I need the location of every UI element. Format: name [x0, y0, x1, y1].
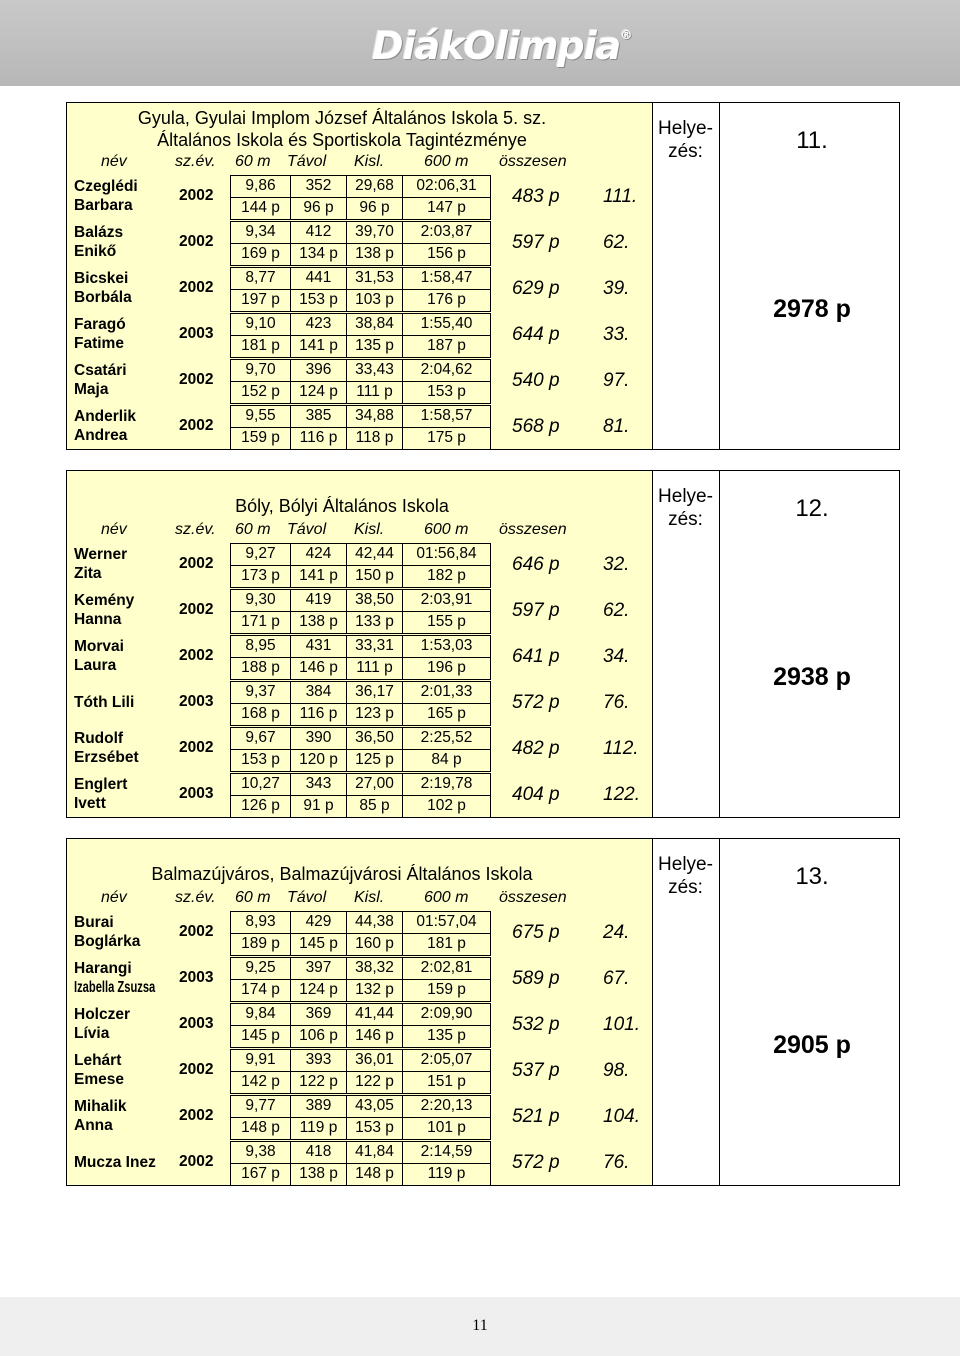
athlete-name: Csatári Maja [74, 362, 127, 398]
result-cell: 2:03,87 [402, 221, 491, 244]
page-number: 11 [472, 1317, 488, 1334]
athlete-name: Kemény Hanna [74, 592, 135, 628]
result-cell: 397 [290, 957, 347, 980]
points-cell: 101 p [402, 1117, 491, 1140]
points-cell: 153 p [346, 1117, 403, 1140]
athlete-total: 646 p [512, 554, 560, 575]
column-header-osszesen: összesen [499, 153, 567, 170]
points-cell: 197 p [230, 289, 291, 312]
points-cell: 169 p [230, 243, 291, 266]
result-cell: 38,50 [346, 589, 403, 612]
points-cell: 168 p [230, 703, 291, 726]
points-cell: 147 p [402, 197, 491, 220]
points-cell: 102 p [402, 795, 491, 818]
athlete-placement: 122. [603, 784, 640, 805]
points-cell: 153 p [290, 289, 347, 312]
school-name-line2: Általános Iskola és Sportiskola Tagintézménye [157, 130, 527, 150]
points-cell: 84 p [402, 749, 491, 772]
page-footer [0, 1297, 960, 1356]
result-cell: 9,67 [230, 727, 291, 750]
athlete-placement: 76. [603, 692, 630, 713]
points-cell: 182 p [402, 565, 491, 588]
athlete-name: Czeglédi Barbara [74, 178, 138, 214]
result-cell: 42,44 [346, 543, 403, 566]
divider [719, 839, 720, 1185]
points-cell: 138 p [346, 243, 403, 266]
column-header-kisl: Kisl. [354, 521, 385, 538]
birth-year: 2003 [179, 1015, 214, 1032]
points-cell: 116 p [290, 427, 347, 450]
athlete-total: 483 p [512, 186, 560, 207]
result-cell: 34,88 [346, 405, 403, 428]
athlete-name: Werner Zita [74, 546, 128, 582]
result-cell: 2:03,91 [402, 589, 491, 612]
athlete-total: 482 p [512, 738, 560, 759]
birth-year: 2002 [179, 647, 214, 664]
result-cell: 44,38 [346, 911, 403, 934]
birth-year: 2002 [179, 371, 214, 388]
athlete-total: 597 p [512, 600, 560, 621]
points-cell: 135 p [346, 335, 403, 358]
points-cell: 133 p [346, 611, 403, 634]
result-cell: 2:19,78 [402, 773, 491, 796]
birth-year: 2003 [179, 969, 214, 986]
column-header-name: név [101, 153, 127, 170]
birth-year: 2002 [179, 279, 214, 296]
athlete-total: 572 p [512, 1152, 560, 1173]
athlete-name: Faragó Fatime [74, 316, 126, 352]
result-cell: 9,86 [230, 175, 291, 198]
athlete-total: 572 p [512, 692, 560, 713]
points-cell: 135 p [402, 1025, 491, 1048]
result-cell: 29,68 [346, 175, 403, 198]
result-cell: 9,25 [230, 957, 291, 980]
result-cell: 429 [290, 911, 347, 934]
result-cell: 352 [290, 175, 347, 198]
athlete-total: 644 p [512, 324, 560, 345]
points-cell: 118 p [346, 427, 403, 450]
school-name: Bóly, Bólyi Általános Iskola [235, 496, 449, 516]
athlete-placement: 112. [603, 738, 639, 759]
points-cell: 103 p [346, 289, 403, 312]
result-cell: 27,00 [346, 773, 403, 796]
points-cell: 175 p [402, 427, 491, 450]
athlete-placement: 24. [603, 922, 630, 943]
birth-year: 2002 [179, 601, 214, 618]
athlete-placement: 104. [603, 1106, 640, 1127]
result-cell: 1:55,40 [402, 313, 491, 336]
result-cell: 8,93 [230, 911, 291, 934]
team-rank: 13. [795, 863, 829, 890]
points-cell: 122 p [346, 1071, 403, 1094]
birth-year: 2002 [179, 1061, 214, 1078]
result-cell: 9,10 [230, 313, 291, 336]
result-cell: 9,34 [230, 221, 291, 244]
column-header-year: sz.év. [175, 889, 216, 906]
athlete-total: 404 p [512, 784, 560, 805]
result-cell: 2:14,59 [402, 1141, 491, 1164]
result-cell: 9,38 [230, 1141, 291, 1164]
birth-year: 2003 [179, 785, 214, 802]
result-cell: 41,44 [346, 1003, 403, 1026]
birth-year: 2002 [179, 1107, 214, 1124]
column-header-tavol: Távol [287, 889, 327, 906]
result-cell: 2:04,62 [402, 359, 491, 382]
points-cell: 155 p [402, 611, 491, 634]
athlete-total: 589 p [512, 968, 560, 989]
result-cell: 38,84 [346, 313, 403, 336]
points-cell: 91 p [290, 795, 347, 818]
points-cell: 96 p [290, 197, 347, 220]
points-cell: 119 p [402, 1163, 491, 1186]
athlete-placement: 62. [603, 600, 630, 621]
column-header-kisl: Kisl. [354, 889, 385, 906]
points-cell: 123 p [346, 703, 403, 726]
points-cell: 181 p [230, 335, 291, 358]
column-header-name: név [101, 889, 127, 906]
result-cell: 396 [290, 359, 347, 382]
result-cell: 31,53 [346, 267, 403, 290]
points-cell: 122 p [290, 1071, 347, 1094]
athlete-total: 537 p [512, 1060, 560, 1081]
result-cell: 8,77 [230, 267, 291, 290]
athlete-total: 532 p [512, 1014, 560, 1035]
result-cell: 38,32 [346, 957, 403, 980]
athlete-placement: 101. [603, 1014, 640, 1035]
points-cell: 150 p [346, 565, 403, 588]
points-cell: 132 p [346, 979, 403, 1002]
points-cell: 141 p [290, 335, 347, 358]
points-cell: 173 p [230, 565, 291, 588]
column-header-m60: 60 m [235, 889, 271, 906]
athlete-name: Mucza Inez [74, 1154, 156, 1171]
result-cell: 2:25,52 [402, 727, 491, 750]
athlete-total: 629 p [512, 278, 560, 299]
points-cell: 167 p [230, 1163, 291, 1186]
result-cell: 424 [290, 543, 347, 566]
points-cell: 124 p [290, 381, 347, 404]
birth-year: 2002 [179, 739, 214, 756]
athlete-placement: 67. [603, 968, 630, 989]
points-cell: 126 p [230, 795, 291, 818]
school-name: Balmazújváros, Balmazújvárosi Általános Iskola [151, 864, 533, 884]
result-cell: 385 [290, 405, 347, 428]
points-cell: 85 p [346, 795, 403, 818]
birth-year: 2002 [179, 417, 214, 434]
athlete-name: Tóth Lili [74, 694, 135, 711]
athlete-name: Lehárt Emese [74, 1052, 124, 1088]
column-header-kisl: Kisl. [354, 153, 385, 170]
points-cell: 171 p [230, 611, 291, 634]
athlete-name: Harangi Izabella Zsuzsa [74, 960, 156, 996]
points-cell: 148 p [230, 1117, 291, 1140]
points-cell: 116 p [290, 703, 347, 726]
result-cell: 9,27 [230, 543, 291, 566]
athlete-placement: 97. [603, 370, 630, 391]
result-cell: 390 [290, 727, 347, 750]
points-cell: 111 p [346, 381, 403, 404]
points-cell: 151 p [402, 1071, 491, 1094]
result-cell: 1:58,57 [402, 405, 491, 428]
points-cell: 196 p [402, 657, 491, 680]
athlete-name: Burai Boglárka [74, 914, 141, 950]
points-cell: 148 p [346, 1163, 403, 1186]
points-cell: 106 p [290, 1025, 347, 1048]
header-banner [0, 0, 960, 86]
school-name: Gyula, Gyulai Implom József Általános Iskola 5. sz. [137, 108, 547, 128]
result-cell: 9,37 [230, 681, 291, 704]
athlete-name: Balázs Enikő [74, 224, 124, 260]
result-cell: 2:09,90 [402, 1003, 491, 1026]
result-cell: 36,50 [346, 727, 403, 750]
column-header-tavol: Távol [287, 153, 327, 170]
birth-year: 2002 [179, 555, 214, 572]
team-total: 2938 p [773, 663, 851, 691]
athlete-name: Englert Ivett [74, 776, 128, 812]
team-total: 2905 p [773, 1031, 851, 1059]
result-cell: 393 [290, 1049, 347, 1072]
points-cell: 159 p [402, 979, 491, 1002]
athlete-name: Holczer Lívia [74, 1006, 130, 1042]
result-cell: 9,70 [230, 359, 291, 382]
points-cell: 111 p [346, 657, 403, 680]
points-cell: 165 p [402, 703, 491, 726]
placement-header: Helye- zés: [658, 854, 713, 898]
result-cell: 36,17 [346, 681, 403, 704]
team-total: 2978 p [773, 295, 851, 323]
result-cell: 39,70 [346, 221, 403, 244]
athlete-name: Bicskei Borbála [74, 270, 132, 306]
result-cell: 418 [290, 1141, 347, 1164]
birth-year: 2002 [179, 923, 214, 940]
result-cell: 419 [290, 589, 347, 612]
result-cell: 41,84 [346, 1141, 403, 1164]
result-cell: 01:57,04 [402, 911, 491, 934]
points-cell: 119 p [290, 1117, 347, 1140]
result-cell: 43,05 [346, 1095, 403, 1118]
column-header-tavol: Távol [287, 521, 327, 538]
points-cell: 174 p [230, 979, 291, 1002]
result-cell: 389 [290, 1095, 347, 1118]
athlete-total: 597 p [512, 232, 560, 253]
athlete-placement: 62. [603, 232, 630, 253]
points-cell: 153 p [402, 381, 491, 404]
points-cell: 181 p [402, 933, 491, 956]
points-cell: 145 p [230, 1025, 291, 1048]
divider [719, 103, 720, 449]
result-cell: 2:01,33 [402, 681, 491, 704]
points-cell: 159 p [230, 427, 291, 450]
result-cell: 2:20,13 [402, 1095, 491, 1118]
athlete-name: Morvai Laura [74, 638, 124, 674]
result-cell: 01:56,84 [402, 543, 491, 566]
points-cell: 160 p [346, 933, 403, 956]
column-header-osszesen: összesen [499, 521, 567, 538]
points-cell: 152 p [230, 381, 291, 404]
result-cell: 343 [290, 773, 347, 796]
athlete-name: Anderlik Andrea [74, 408, 137, 444]
points-cell: 146 p [346, 1025, 403, 1048]
points-cell: 187 p [402, 335, 491, 358]
column-header-m600: 600 m [424, 521, 469, 538]
result-cell: 8,95 [230, 635, 291, 658]
athlete-total: 641 p [512, 646, 560, 667]
column-header-m60: 60 m [235, 521, 271, 538]
result-cell: 1:53,03 [402, 635, 491, 658]
points-cell: 153 p [230, 749, 291, 772]
athlete-placement: 81. [603, 416, 630, 437]
points-cell: 96 p [346, 197, 403, 220]
athlete-placement: 39. [603, 278, 630, 299]
points-cell: 124 p [290, 979, 347, 1002]
birth-year: 2003 [179, 693, 214, 710]
result-cell: 431 [290, 635, 347, 658]
points-cell: 145 p [290, 933, 347, 956]
athlete-total: 675 p [512, 922, 560, 943]
points-cell: 125 p [346, 749, 403, 772]
team-rank: 11. [796, 127, 828, 154]
points-cell: 146 p [290, 657, 347, 680]
athlete-total: 540 p [512, 370, 560, 391]
birth-year: 2003 [179, 325, 214, 342]
school-block [66, 838, 900, 1186]
result-cell: 10,27 [230, 773, 291, 796]
points-cell: 144 p [230, 197, 291, 220]
points-cell: 138 p [290, 1163, 347, 1186]
result-cell: 33,31 [346, 635, 403, 658]
birth-year: 2002 [179, 187, 214, 204]
result-cell: 9,30 [230, 589, 291, 612]
column-header-m60: 60 m [235, 153, 271, 170]
points-cell: 176 p [402, 289, 491, 312]
athlete-name: Mihalik Anna [74, 1098, 127, 1134]
points-cell: 138 p [290, 611, 347, 634]
birth-year: 2002 [179, 233, 214, 250]
points-cell: 156 p [402, 243, 491, 266]
result-cell: 33,43 [346, 359, 403, 382]
column-header-year: sz.év. [175, 153, 216, 170]
result-cell: 2:05,07 [402, 1049, 491, 1072]
points-cell: 134 p [290, 243, 347, 266]
result-cell: 423 [290, 313, 347, 336]
result-cell: 9,84 [230, 1003, 291, 1026]
result-cell: 9,91 [230, 1049, 291, 1072]
result-cell: 9,77 [230, 1095, 291, 1118]
result-cell: 9,55 [230, 405, 291, 428]
athlete-placement: 98. [603, 1060, 630, 1081]
athlete-placement: 111. [603, 186, 638, 207]
school-block [66, 470, 900, 818]
points-cell: 120 p [290, 749, 347, 772]
column-header-m600: 600 m [424, 889, 469, 906]
athlete-placement: 34. [603, 646, 630, 667]
team-rank: 12. [795, 495, 829, 522]
result-cell: 1:58,47 [402, 267, 491, 290]
result-cell: 384 [290, 681, 347, 704]
result-cell: 441 [290, 267, 347, 290]
column-header-name: név [101, 521, 127, 538]
result-cell: 2:02,81 [402, 957, 491, 980]
result-cell: 36,01 [346, 1049, 403, 1072]
athlete-name: Rudolf Erzsébet [74, 730, 139, 766]
placement-header: Helye- zés: [658, 486, 713, 530]
points-cell: 188 p [230, 657, 291, 680]
column-header-year: sz.év. [175, 521, 216, 538]
athlete-total: 521 p [512, 1106, 560, 1127]
result-cell: 02:06,31 [402, 175, 491, 198]
result-cell: 412 [290, 221, 347, 244]
athlete-placement: 76. [603, 1152, 630, 1173]
result-cell: 369 [290, 1003, 347, 1026]
column-header-osszesen: összesen [499, 889, 567, 906]
divider [719, 471, 720, 817]
column-header-m600: 600 m [424, 153, 469, 170]
birth-year: 2002 [179, 1153, 214, 1170]
diakolimpia-logo: DiákOlimpia® [372, 24, 632, 68]
placement-header: Helye- zés: [658, 118, 713, 162]
athlete-placement: 33. [603, 324, 630, 345]
athlete-placement: 32. [603, 554, 630, 575]
points-cell: 141 p [290, 565, 347, 588]
athlete-total: 568 p [512, 416, 560, 437]
school-block [66, 102, 900, 450]
points-cell: 189 p [230, 933, 291, 956]
points-cell: 142 p [230, 1071, 291, 1094]
